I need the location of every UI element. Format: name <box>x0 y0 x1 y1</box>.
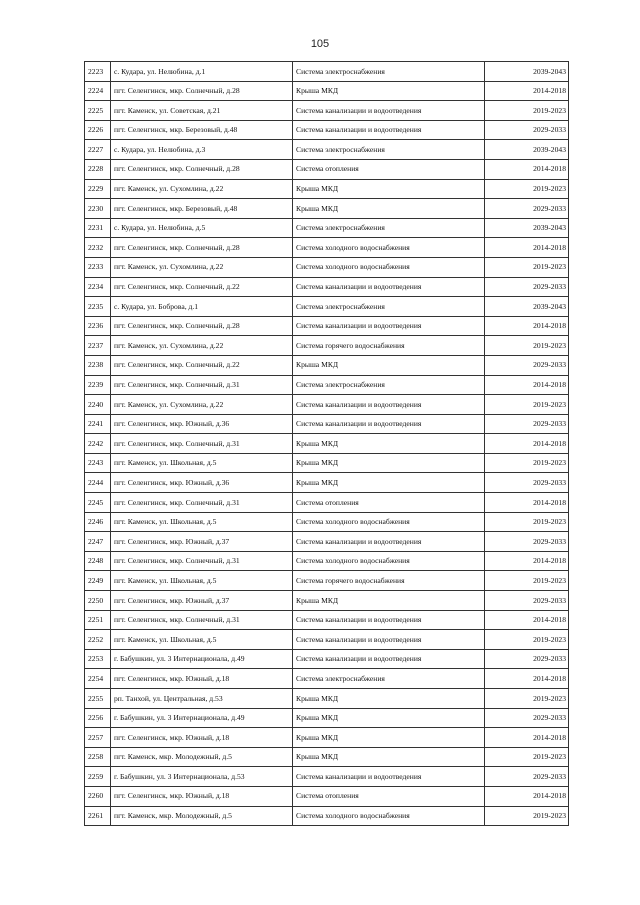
table-row <box>85 649 569 669</box>
table-row <box>85 630 569 650</box>
address-cell: пгт. Каменск, ул. Сухомлина, д.22 <box>111 395 293 415</box>
period-cell: 2014-2018 <box>485 81 569 101</box>
table-row <box>85 81 569 101</box>
system-cell: Крыша МКД <box>293 199 485 219</box>
address-cell: пгт. Каменск, ул. Школьная, д.5 <box>111 453 293 473</box>
address-cell: пгт. Каменск, ул. Сухомлина, д.22 <box>111 257 293 277</box>
system-cell: Система канализации и водоотведения <box>293 316 485 336</box>
row-number-cell: 2244 <box>85 473 111 493</box>
period-cell: 2019-2023 <box>485 395 569 415</box>
table-row <box>85 669 569 689</box>
system-cell: Крыша МКД <box>293 708 485 728</box>
row-number-cell: 2238 <box>85 355 111 375</box>
table-row <box>85 355 569 375</box>
period-cell: 2014-2018 <box>485 238 569 258</box>
period-cell: 2014-2018 <box>485 375 569 395</box>
period-cell: 2014-2018 <box>485 728 569 748</box>
system-cell: Крыша МКД <box>293 747 485 767</box>
address-cell: пгт. Селенгинск, мкр. Солнечный, д.28 <box>111 238 293 258</box>
table-row <box>85 689 569 709</box>
row-number-cell: 2252 <box>85 630 111 650</box>
row-number-cell: 2233 <box>85 257 111 277</box>
system-cell: Крыша МКД <box>293 591 485 611</box>
period-cell: 2019-2023 <box>485 257 569 277</box>
table-row <box>85 120 569 140</box>
address-cell: пгт. Селенгинск, мкр. Южный, д.36 <box>111 414 293 434</box>
period-cell: 2014-2018 <box>485 316 569 336</box>
row-number-cell: 2247 <box>85 532 111 552</box>
row-number-cell: 2234 <box>85 277 111 297</box>
period-cell: 2019-2023 <box>485 630 569 650</box>
table-row <box>85 159 569 179</box>
address-cell: пгт. Селенгинск, мкр. Солнечный, д.28 <box>111 159 293 179</box>
system-cell: Крыша МКД <box>293 728 485 748</box>
table-row <box>85 571 569 591</box>
row-number-cell: 2226 <box>85 120 111 140</box>
address-cell: пгт. Селенгинск, мкр. Солнечный, д.28 <box>111 316 293 336</box>
row-number-cell: 2231 <box>85 218 111 238</box>
period-cell: 2014-2018 <box>485 493 569 513</box>
address-cell: с. Кудара, ул. Нелюбина, д.5 <box>111 218 293 238</box>
table-row <box>85 257 569 277</box>
table-row <box>85 414 569 434</box>
period-cell: 2029-2033 <box>485 591 569 611</box>
system-cell: Система канализации и водоотведения <box>293 630 485 650</box>
system-cell: Система электроснабжения <box>293 140 485 160</box>
address-cell: пгт. Селенгинск, мкр. Южный, д.18 <box>111 786 293 806</box>
address-cell: пгт. Селенгинск, мкр. Солнечный, д.28 <box>111 81 293 101</box>
period-cell: 2019-2023 <box>485 689 569 709</box>
period-cell: 2029-2033 <box>485 649 569 669</box>
row-number-cell: 2255 <box>85 689 111 709</box>
row-number-cell: 2241 <box>85 414 111 434</box>
address-cell: пгт. Селенгинск, мкр. Солнечный, д.22 <box>111 355 293 375</box>
system-cell: Система отопления <box>293 786 485 806</box>
system-cell: Крыша МКД <box>293 453 485 473</box>
system-cell: Система электроснабжения <box>293 297 485 317</box>
address-cell: рп. Танхой, ул. Центральная, д.53 <box>111 689 293 709</box>
row-number-cell: 2225 <box>85 101 111 121</box>
table-row <box>85 512 569 532</box>
table-row <box>85 395 569 415</box>
row-number-cell: 2232 <box>85 238 111 258</box>
row-number-cell: 2258 <box>85 747 111 767</box>
address-cell: с. Кудара, ул. Нелюбина, д.1 <box>111 62 293 82</box>
row-number-cell: 2227 <box>85 140 111 160</box>
period-cell: 2029-2033 <box>485 473 569 493</box>
period-cell: 2029-2033 <box>485 532 569 552</box>
table-row <box>85 140 569 160</box>
address-cell: пгт. Каменск, ул. Сухомлина, д.22 <box>111 336 293 356</box>
system-cell: Система холодного водоснабжения <box>293 806 485 826</box>
address-cell: пгт. Каменск, ул. Школьная, д.5 <box>111 630 293 650</box>
period-cell: 2019-2023 <box>485 101 569 121</box>
period-cell: 2039-2043 <box>485 140 569 160</box>
system-cell: Система канализации и водоотведения <box>293 414 485 434</box>
system-cell: Система отопления <box>293 159 485 179</box>
period-cell: 2029-2033 <box>485 120 569 140</box>
system-cell: Система горячего водоснабжения <box>293 336 485 356</box>
table-row <box>85 316 569 336</box>
period-cell: 2039-2043 <box>485 62 569 82</box>
system-cell: Крыша МКД <box>293 434 485 454</box>
system-cell: Система холодного водоснабжения <box>293 238 485 258</box>
address-cell: пгт. Каменск, ул. Советская, д.21 <box>111 101 293 121</box>
system-cell: Система канализации и водоотведения <box>293 101 485 121</box>
system-cell: Система электроснабжения <box>293 62 485 82</box>
table-row <box>85 728 569 748</box>
row-number-cell: 2230 <box>85 199 111 219</box>
table-row <box>85 238 569 258</box>
table-row <box>85 101 569 121</box>
address-cell: пгт. Селенгинск, мкр. Южный, д.36 <box>111 473 293 493</box>
period-cell: 2014-2018 <box>485 159 569 179</box>
system-cell: Система горячего водоснабжения <box>293 571 485 591</box>
row-number-cell: 2239 <box>85 375 111 395</box>
table-row <box>85 336 569 356</box>
table-row <box>85 277 569 297</box>
period-cell: 2019-2023 <box>485 336 569 356</box>
row-number-cell: 2229 <box>85 179 111 199</box>
address-cell: г. Бабушкин, ул. 3 Интернационала, д.53 <box>111 767 293 787</box>
row-number-cell: 2224 <box>85 81 111 101</box>
row-number-cell: 2237 <box>85 336 111 356</box>
row-number-cell: 2253 <box>85 649 111 669</box>
period-cell: 2014-2018 <box>485 610 569 630</box>
address-cell: г. Бабушкин, ул. 3 Интернационала, д.49 <box>111 708 293 728</box>
address-cell: с. Кудара, ул. Боброва, д.1 <box>111 297 293 317</box>
system-cell: Система отопления <box>293 493 485 513</box>
period-cell: 2029-2033 <box>485 414 569 434</box>
row-number-cell: 2256 <box>85 708 111 728</box>
row-number-cell: 2245 <box>85 493 111 513</box>
registry-table <box>84 61 569 826</box>
address-cell: пгт. Селенгинск, мкр. Березовый, д.48 <box>111 199 293 219</box>
table-row <box>85 375 569 395</box>
row-number-cell: 2261 <box>85 806 111 826</box>
period-cell: 2029-2033 <box>485 767 569 787</box>
address-cell: пгт. Селенгинск, мкр. Солнечный, д.31 <box>111 493 293 513</box>
table-row <box>85 806 569 826</box>
row-number-cell: 2248 <box>85 551 111 571</box>
address-cell: пгт. Селенгинск, мкр. Южный, д.18 <box>111 669 293 689</box>
address-cell: пгт. Селенгинск, мкр. Солнечный, д.31 <box>111 551 293 571</box>
address-cell: пгт. Каменск, ул. Школьная, д.5 <box>111 512 293 532</box>
row-number-cell: 2250 <box>85 591 111 611</box>
period-cell: 2029-2033 <box>485 199 569 219</box>
row-number-cell: 2228 <box>85 159 111 179</box>
address-cell: пгт. Каменск, мкр. Молодежный, д.5 <box>111 806 293 826</box>
table-row <box>85 767 569 787</box>
period-cell: 2029-2033 <box>485 708 569 728</box>
row-number-cell: 2251 <box>85 610 111 630</box>
period-cell: 2014-2018 <box>485 434 569 454</box>
table-row <box>85 532 569 552</box>
row-number-cell: 2235 <box>85 297 111 317</box>
system-cell: Крыша МКД <box>293 473 485 493</box>
table-row <box>85 62 569 82</box>
row-number-cell: 2243 <box>85 453 111 473</box>
address-cell: пгт. Селенгинск, мкр. Солнечный, д.31 <box>111 610 293 630</box>
row-number-cell: 2257 <box>85 728 111 748</box>
system-cell: Система канализации и водоотведения <box>293 610 485 630</box>
table-row <box>85 179 569 199</box>
system-cell: Система электроснабжения <box>293 669 485 689</box>
system-cell: Система холодного водоснабжения <box>293 551 485 571</box>
system-cell: Система канализации и водоотведения <box>293 767 485 787</box>
table-row <box>85 610 569 630</box>
address-cell: пгт. Селенгинск, мкр. Березовый, д.48 <box>111 120 293 140</box>
system-cell: Система электроснабжения <box>293 218 485 238</box>
period-cell: 2014-2018 <box>485 669 569 689</box>
table-row <box>85 434 569 454</box>
address-cell: пгт. Селенгинск, мкр. Солнечный, д.31 <box>111 375 293 395</box>
table-row <box>85 453 569 473</box>
table-row <box>85 551 569 571</box>
row-number-cell: 2249 <box>85 571 111 591</box>
system-cell: Система канализации и водоотведения <box>293 395 485 415</box>
table-row <box>85 747 569 767</box>
system-cell: Крыша МКД <box>293 355 485 375</box>
table-row <box>85 473 569 493</box>
address-cell: пгт. Селенгинск, мкр. Южный, д.18 <box>111 728 293 748</box>
period-cell: 2019-2023 <box>485 179 569 199</box>
row-number-cell: 2236 <box>85 316 111 336</box>
period-cell: 2019-2023 <box>485 571 569 591</box>
address-cell: г. Бабушкин, ул. 3 Интернационала, д.49 <box>111 649 293 669</box>
row-number-cell: 2254 <box>85 669 111 689</box>
period-cell: 2029-2033 <box>485 277 569 297</box>
system-cell: Система холодного водоснабжения <box>293 512 485 532</box>
address-cell: пгт. Селенгинск, мкр. Солнечный, д.31 <box>111 434 293 454</box>
period-cell: 2019-2023 <box>485 512 569 532</box>
row-number-cell: 2259 <box>85 767 111 787</box>
system-cell: Система канализации и водоотведения <box>293 649 485 669</box>
period-cell: 2029-2033 <box>485 355 569 375</box>
row-number-cell: 2242 <box>85 434 111 454</box>
table-row <box>85 786 569 806</box>
period-cell: 2014-2018 <box>485 551 569 571</box>
row-number-cell: 2240 <box>85 395 111 415</box>
address-cell: пгт. Каменск, мкр. Молодежный, д.5 <box>111 747 293 767</box>
system-cell: Крыша МКД <box>293 81 485 101</box>
address-cell: пгт. Селенгинск, мкр. Южный, д.37 <box>111 532 293 552</box>
row-number-cell: 2246 <box>85 512 111 532</box>
system-cell: Крыша МКД <box>293 689 485 709</box>
period-cell: 2019-2023 <box>485 747 569 767</box>
address-cell: пгт. Каменск, ул. Сухомлина, д.22 <box>111 179 293 199</box>
address-cell: пгт. Селенгинск, мкр. Солнечный, д.22 <box>111 277 293 297</box>
table-row <box>85 199 569 219</box>
system-cell: Система холодного водоснабжения <box>293 257 485 277</box>
row-number-cell: 2223 <box>85 62 111 82</box>
table-row <box>85 708 569 728</box>
page-number: 105 <box>310 38 330 50</box>
period-cell: 2039-2043 <box>485 218 569 238</box>
system-cell: Система канализации и водоотведения <box>293 120 485 140</box>
table-row <box>85 218 569 238</box>
table-row <box>85 297 569 317</box>
registry-table-body <box>85 62 569 826</box>
system-cell: Система канализации и водоотведения <box>293 532 485 552</box>
period-cell: 2014-2018 <box>485 786 569 806</box>
row-number-cell: 2260 <box>85 786 111 806</box>
period-cell: 2039-2043 <box>485 297 569 317</box>
table-row <box>85 493 569 513</box>
system-cell: Система электроснабжения <box>293 375 485 395</box>
address-cell: пгт. Селенгинск, мкр. Южный, д.37 <box>111 591 293 611</box>
address-cell: с. Кудара, ул. Нелюбина, д.3 <box>111 140 293 160</box>
system-cell: Система канализации и водоотведения <box>293 277 485 297</box>
table-row <box>85 591 569 611</box>
period-cell: 2019-2023 <box>485 453 569 473</box>
period-cell: 2019-2023 <box>485 806 569 826</box>
system-cell: Крыша МКД <box>293 179 485 199</box>
address-cell: пгт. Каменск, ул. Школьная, д.5 <box>111 571 293 591</box>
